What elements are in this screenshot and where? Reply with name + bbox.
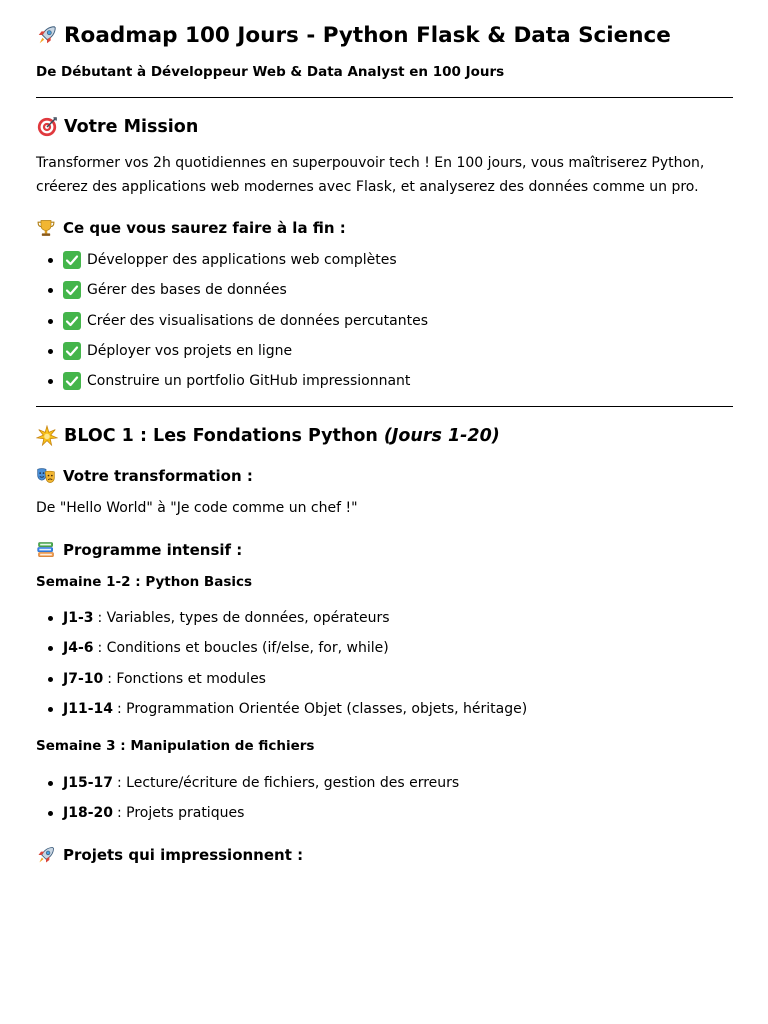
bloc1-heading bbox=[36, 423, 500, 449]
rocket-icon bbox=[36, 845, 56, 865]
list-item bbox=[36, 798, 459, 828]
books-icon bbox=[36, 540, 56, 560]
days-description: : Fonctions et modules bbox=[107, 670, 266, 687]
days-label: J7-10 bbox=[63, 670, 104, 687]
list-item bbox=[36, 245, 428, 275]
list-item bbox=[36, 633, 527, 663]
list-item bbox=[36, 275, 428, 305]
programme-heading-text: Programme intensif : bbox=[63, 541, 243, 559]
days-label: J4-6 bbox=[63, 640, 94, 657]
check-mark-icon bbox=[63, 342, 81, 360]
list-item bbox=[36, 694, 527, 724]
days-description: : Lecture/écriture de fichiers, gestion des erreurs bbox=[116, 775, 460, 792]
trophy-icon bbox=[36, 218, 56, 238]
page-title bbox=[36, 19, 671, 51]
transformation-text: De "Hello World" à "Je code comme un chef !" bbox=[36, 500, 358, 516]
transformation-heading-text: Votre transformation : bbox=[63, 467, 253, 485]
week3-list bbox=[36, 768, 459, 829]
mission-text: Transformer vos 2h quotidiennes en superpouvoir tech ! En 100 jours, vous maîtriserez Python, créerez des applications web modernes avec Flask, et analyserez des données comme un pro. bbox=[36, 155, 705, 195]
skill-text: Déployer vos projets en ligne bbox=[87, 343, 293, 360]
page-title-text: Roadmap 100 Jours - Python Flask & Data Science bbox=[64, 22, 671, 48]
days-label: J11-14 bbox=[63, 701, 113, 718]
skill-text: Créer des visualisations de données percutantes bbox=[87, 312, 429, 329]
star-burst-icon bbox=[36, 425, 58, 447]
skills-heading bbox=[36, 216, 346, 240]
week1-title: Semaine 1-2 : Python Basics bbox=[36, 574, 253, 590]
rocket-icon bbox=[36, 24, 58, 46]
transformation-heading bbox=[36, 464, 253, 488]
divider bbox=[36, 97, 733, 98]
days-description: : Conditions et boucles (if/else, for, while) bbox=[97, 640, 389, 657]
page-subtitle: De Débutant à Développeur Web & Data Analyst en 100 Jours bbox=[36, 64, 505, 80]
list-item bbox=[36, 664, 527, 694]
theater-masks-icon bbox=[36, 466, 56, 486]
bloc1-title: BLOC 1 : Les Fondations Python bbox=[64, 426, 378, 446]
check-mark-icon bbox=[63, 372, 81, 390]
skill-text: Développer des applications web complètes bbox=[87, 252, 397, 269]
days-description: : Projets pratiques bbox=[116, 805, 245, 822]
check-mark-icon bbox=[63, 281, 81, 299]
days-label: J18-20 bbox=[63, 805, 113, 822]
days-description: : Variables, types de données, opérateurs bbox=[97, 610, 390, 627]
list-item bbox=[36, 336, 428, 366]
mission-heading bbox=[36, 114, 198, 140]
week1-list bbox=[36, 603, 527, 724]
projects-heading bbox=[36, 843, 303, 867]
mission-heading-text: Votre Mission bbox=[64, 117, 199, 137]
target-icon bbox=[36, 116, 58, 138]
skills-heading-text: Ce que vous saurez faire à la fin : bbox=[63, 219, 346, 237]
skills-list bbox=[36, 245, 428, 396]
days-label: J1-3 bbox=[63, 610, 94, 627]
list-item bbox=[36, 366, 428, 396]
list-item bbox=[36, 603, 527, 633]
projects-heading-text: Projets qui impressionnent : bbox=[63, 846, 304, 864]
skill-text: Construire un portfolio GitHub impressionnant bbox=[87, 373, 411, 390]
check-mark-icon bbox=[63, 251, 81, 269]
days-label: J15-17 bbox=[63, 775, 113, 792]
divider bbox=[36, 406, 733, 407]
bloc1-days: (Jours 1-20) bbox=[383, 426, 500, 446]
week3-title: Semaine 3 : Manipulation de fichiers bbox=[36, 738, 315, 754]
list-item bbox=[36, 768, 459, 798]
list-item bbox=[36, 306, 428, 336]
programme-heading bbox=[36, 538, 242, 562]
skill-text: Gérer des bases de données bbox=[87, 282, 287, 299]
check-mark-icon bbox=[63, 312, 81, 330]
days-description: : Programmation Orientée Objet (classes, objets, héritage) bbox=[116, 701, 528, 718]
